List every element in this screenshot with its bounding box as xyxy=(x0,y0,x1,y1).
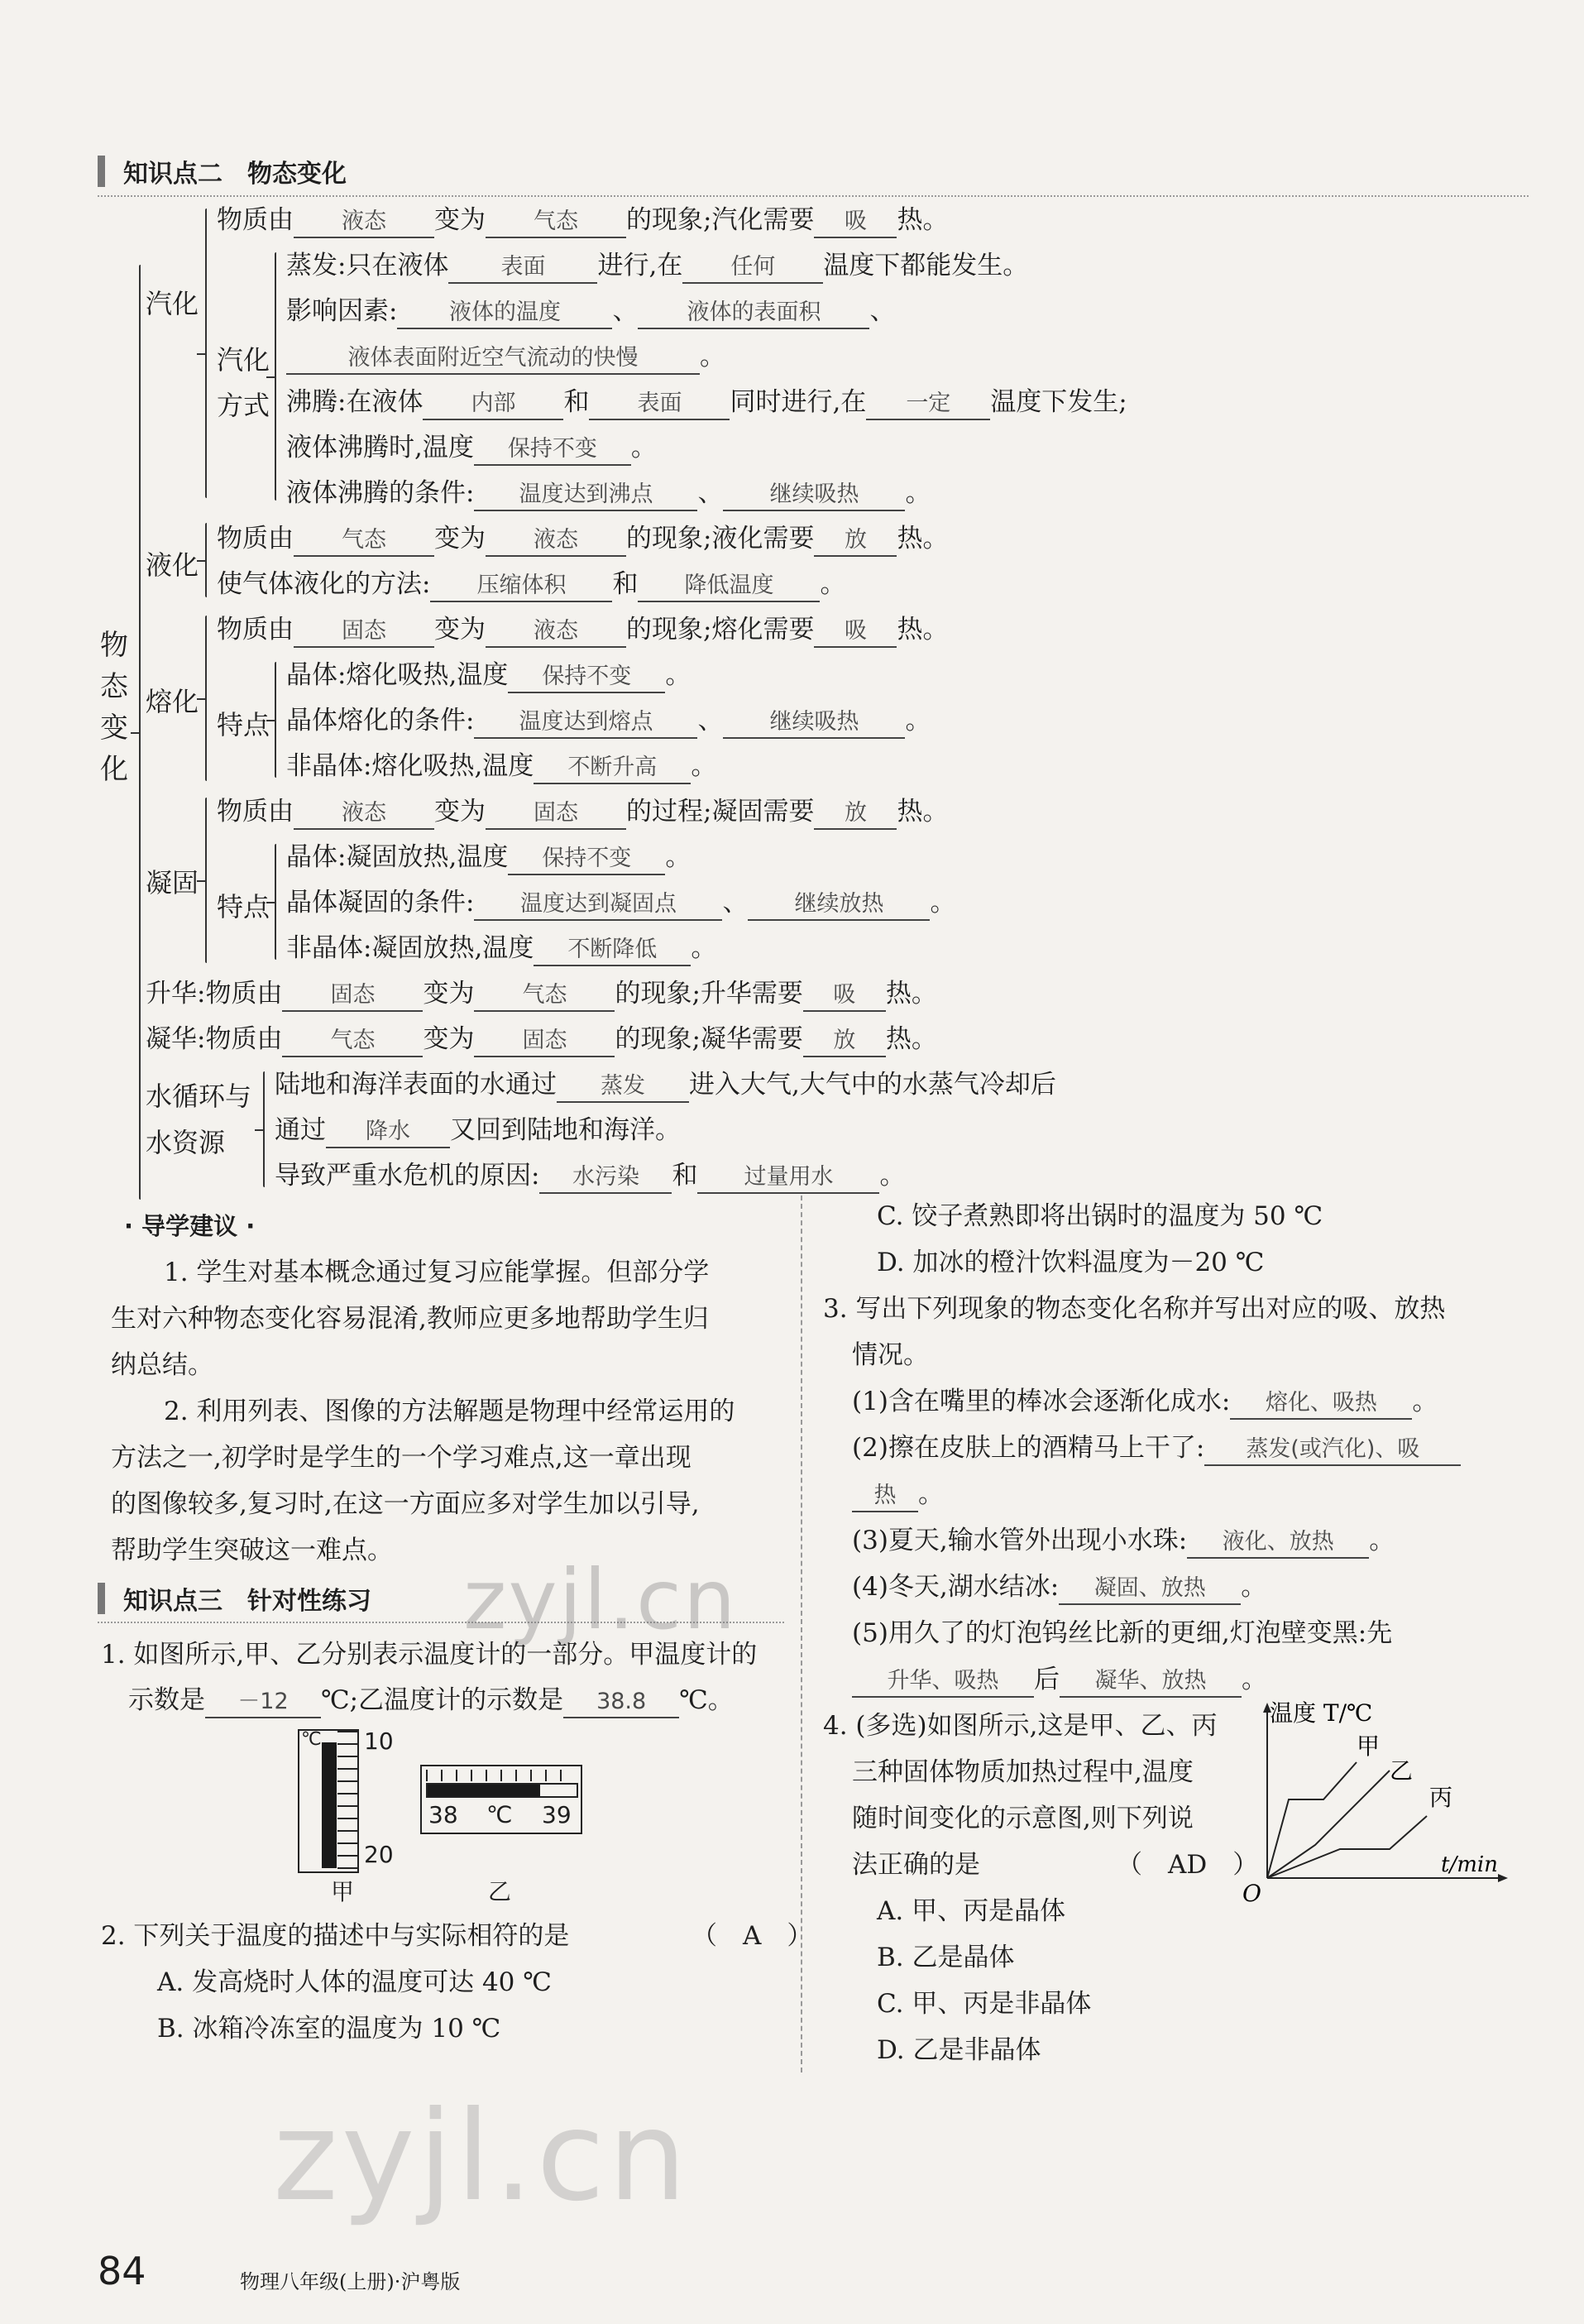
series-label-jia: 甲 xyxy=(1357,1732,1381,1760)
text: 。 xyxy=(918,1479,944,1509)
text: 沸腾:在液体 xyxy=(286,387,424,417)
boiling-line xyxy=(286,386,1127,420)
page-number: 84 xyxy=(98,2249,146,2293)
q3-item-5: (5)用久了的灯泡钨丝比新的更细,灯泡壁变黑:先 xyxy=(852,1618,1393,1648)
answer-blank: 继续吸热 xyxy=(723,480,905,511)
text: 、 xyxy=(869,296,896,326)
tube xyxy=(426,1783,578,1798)
q1-answer-line xyxy=(128,1684,734,1718)
text: 进入大气,大气中的水蒸气冷却后 xyxy=(689,1070,1056,1100)
text: 的现象;熔化需要 xyxy=(626,615,815,644)
answer-blank: 38.8 xyxy=(563,1687,679,1718)
answer-blank: 保持不变 xyxy=(474,434,631,466)
text: 、 xyxy=(612,296,639,326)
solidify-feature-label: 特点 xyxy=(217,891,270,922)
text: (1)含在嘴里的棒冰会逐渐化成水: xyxy=(852,1387,1231,1416)
text: 的现象;汽化需要 xyxy=(626,205,815,235)
boil-temp-line xyxy=(286,431,657,466)
answer-blank: 继续放热 xyxy=(748,889,930,921)
melt-feature-brace xyxy=(275,662,276,778)
water-cycle-line-2 xyxy=(275,1114,681,1148)
thermometer-jia xyxy=(298,1729,359,1873)
text: 。 xyxy=(879,1161,906,1191)
answer-blank: 液体表面附近空气流动的快慢 xyxy=(286,343,700,375)
q4-line: 4. (多选)如图所示,这是甲、乙、丙 xyxy=(823,1711,1218,1741)
melt-brace xyxy=(205,616,207,781)
guide-title: · 导学建议 · xyxy=(124,1212,256,1240)
answer-blank: 吸 xyxy=(803,980,886,1012)
section-header xyxy=(98,153,347,189)
text: 陆地和海洋表面的水通过 xyxy=(275,1070,557,1100)
q1-stem: 1. 如图所示,甲、乙分别表示温度计的一部分。甲温度计的 xyxy=(101,1640,758,1670)
answer-blank: 内部 xyxy=(423,389,563,420)
text: 物质由 xyxy=(217,797,294,827)
text: 晶体凝固的条件: xyxy=(286,888,475,918)
text: 。 xyxy=(905,706,931,736)
text: ℃;乙温度计的示数是 xyxy=(321,1685,564,1715)
answer-blank: 气态 xyxy=(474,980,615,1012)
text: 热。 xyxy=(885,1024,937,1054)
solidify-definition xyxy=(217,795,948,830)
vaporize-method-label-1: 汽化 xyxy=(217,344,270,376)
text: 物质由 xyxy=(217,524,294,553)
water-cycle-line-1 xyxy=(275,1068,1056,1103)
text: 。 xyxy=(665,660,692,690)
guide-line: 方法之一,初学时是学生的一个学习难点,这一章出现 xyxy=(111,1443,692,1473)
boil-condition-line xyxy=(286,477,931,511)
curve-yi xyxy=(1267,1771,1390,1878)
text: 变为 xyxy=(434,797,486,827)
text: 。 xyxy=(691,751,717,781)
q2-option: A. 发高烧时人体的温度可达 40 ℃ xyxy=(157,1967,552,1997)
answer-blank: 任何 xyxy=(682,252,823,284)
text: 变为 xyxy=(423,1024,475,1054)
answer-blank: 温度达到熔点 xyxy=(474,707,697,739)
answer-blank: 不断升高 xyxy=(534,753,691,784)
section3-title: 知识点三 针对性练习 xyxy=(123,1587,371,1616)
tick-label: 38 xyxy=(428,1801,458,1828)
text: 示数是 xyxy=(128,1685,205,1715)
water-brace xyxy=(263,1071,265,1187)
section-rule xyxy=(98,195,1529,197)
answer-blank: 固态 xyxy=(282,980,423,1012)
water-crisis-line xyxy=(275,1159,905,1194)
guide-line: 纳总结。 xyxy=(111,1350,213,1380)
answer-blank: 液态 xyxy=(486,616,626,648)
series-label-bing: 丙 xyxy=(1429,1784,1453,1811)
text: ℃。 xyxy=(679,1685,734,1715)
answer-blank: 降低温度 xyxy=(638,571,820,602)
section-marker xyxy=(98,156,105,187)
answer-blank: 水污染 xyxy=(539,1162,672,1194)
answer-blank: 熔化、吸热 xyxy=(1230,1388,1412,1420)
scale-ticks xyxy=(337,1731,357,1871)
method-brace xyxy=(275,252,276,501)
answer-blank: 升华、吸热 xyxy=(852,1666,1034,1698)
text: 。 xyxy=(691,933,717,963)
answer-blank: －12 xyxy=(205,1687,321,1718)
answer-blank: 固态 xyxy=(294,616,434,648)
caption-yi: 乙 xyxy=(488,1878,512,1905)
vaporize-definition xyxy=(217,204,948,238)
liquefy-definition xyxy=(217,522,948,557)
factors-line xyxy=(286,295,895,329)
text: 液体沸腾的条件: xyxy=(286,478,475,508)
answer-blank: 液体的温度 xyxy=(397,298,612,329)
text: 升华:物质由 xyxy=(146,979,283,1009)
solidify-noncrystal-line xyxy=(286,932,716,966)
water-label-2: 水资源 xyxy=(146,1127,226,1158)
text: 非晶体:熔化吸热,温度 xyxy=(286,751,534,781)
guide-line: 的图像较多,复习时,在这一方面应多对学生加以引导, xyxy=(111,1489,700,1519)
section-title: 知识点二 物态变化 xyxy=(123,160,347,189)
answer-blank: 保持不变 xyxy=(508,662,665,693)
thermometer-yi xyxy=(420,1765,582,1834)
answer-blank: 放 xyxy=(814,525,897,557)
text: 变为 xyxy=(434,524,486,553)
guide-line: 2. 利用列表、图像的方法解题是物理中经常运用的 xyxy=(164,1397,735,1426)
text: 。 xyxy=(1369,1526,1395,1555)
text: 变为 xyxy=(423,979,475,1009)
text: 晶体:熔化吸热,温度 xyxy=(286,660,509,690)
q3-item-1 xyxy=(852,1385,1438,1420)
answer-blank: 固态 xyxy=(474,1026,615,1057)
answer-blank: 凝华、放热 xyxy=(1060,1666,1242,1698)
text: 后 xyxy=(1034,1665,1060,1694)
deposition-line xyxy=(146,1023,937,1057)
text: 进行,在 xyxy=(597,251,683,280)
answer-blank: 液化、放热 xyxy=(1187,1527,1369,1559)
text: 热。 xyxy=(897,615,949,644)
answer-blank: 温度达到凝固点 xyxy=(474,889,722,921)
factors-line-2 xyxy=(286,340,725,375)
text: 使气体液化的方法: xyxy=(217,569,431,599)
evaporation-line xyxy=(286,249,1028,284)
text: 热。 xyxy=(885,979,937,1009)
text: (3)夏天,输水管外出现小水珠: xyxy=(852,1526,1188,1555)
text: 的现象;升华需要 xyxy=(615,979,803,1009)
text: 导致严重水危机的原因: xyxy=(275,1161,540,1191)
melt-feature-label: 特点 xyxy=(217,709,270,740)
text: 。 xyxy=(630,433,657,462)
answer-blank: 蒸发(或汽化)、吸 xyxy=(1204,1435,1461,1466)
answer-blank: 保持不变 xyxy=(508,844,665,875)
text: 温度下发生; xyxy=(990,387,1127,417)
section-marker xyxy=(98,1583,105,1614)
thermo-jia-bottom: 20 xyxy=(364,1841,394,1868)
guide-paragraph-1 xyxy=(111,1249,735,1574)
text: 。 xyxy=(1412,1387,1438,1416)
section3-header xyxy=(98,1580,371,1617)
q2-option: C. 饺子煮熟即将出锅时的温度为 50 ℃ xyxy=(877,1201,1323,1231)
tick-label: 39 xyxy=(542,1801,572,1828)
q3-stem-2: 情况。 xyxy=(852,1340,929,1370)
q2-stem: 2. 下列关于温度的描述中与实际相符的是 xyxy=(101,1921,570,1951)
guide-line: 1. 学生对基本概念通过复习应能掌握。但部分学 xyxy=(164,1258,710,1287)
solidify-label: 凝固 xyxy=(146,867,199,898)
text: 同时进行,在 xyxy=(730,387,867,417)
guide-line: 生对六种物态变化容易混淆,教师应更多地帮助学生归 xyxy=(111,1304,709,1334)
unit-label: ℃ xyxy=(301,1729,322,1750)
answer-blank: 压缩体积 xyxy=(430,571,612,602)
text: 通过 xyxy=(275,1115,326,1145)
q3-item-4 xyxy=(852,1570,1266,1605)
answer-blank: 热 xyxy=(852,1481,918,1512)
liquefy-methods xyxy=(217,568,845,602)
q3-item-2-cont xyxy=(852,1478,944,1512)
q4-line: 三种固体物质加热过程中,温度 xyxy=(852,1757,1194,1787)
text: 。 xyxy=(930,888,956,918)
text: 非晶体:凝固放热,温度 xyxy=(286,933,534,963)
answer-blank: 不断降低 xyxy=(534,935,691,966)
answer-blank: 温度达到沸点 xyxy=(474,480,697,511)
answer-blank: 过量用水 xyxy=(697,1162,879,1194)
text: 。 xyxy=(820,569,846,599)
thermo-jia-top: 10 xyxy=(364,1727,394,1755)
text: 影响因素: xyxy=(286,296,398,326)
answer-blank: 降水 xyxy=(326,1117,450,1148)
water-label-1: 水循环与 xyxy=(146,1081,252,1112)
answer-blank: 液体的表面积 xyxy=(638,298,869,329)
answer-blank: 放 xyxy=(803,1026,886,1057)
q4-option: D. 乙是非晶体 xyxy=(877,2035,1041,2065)
answer-blank: 固态 xyxy=(486,798,626,830)
liquefy-brace xyxy=(205,523,207,597)
text: 物质由 xyxy=(217,615,294,644)
text: 凝华:物质由 xyxy=(146,1024,283,1054)
text: 又回到陆地和海洋。 xyxy=(450,1115,681,1145)
text: 、 xyxy=(722,888,749,918)
answer-blank: 气态 xyxy=(294,525,434,557)
q3-item-3 xyxy=(852,1524,1395,1559)
watermark: zyjl.cn xyxy=(463,1551,738,1648)
q4-answer: （ AD ） xyxy=(1117,1850,1259,1880)
text: 的现象;凝华需要 xyxy=(615,1024,803,1054)
text: 。 xyxy=(1242,1665,1267,1694)
liquefy-label: 液化 xyxy=(146,549,199,581)
text: 。 xyxy=(665,842,692,872)
text: 晶体:凝固放热,温度 xyxy=(286,842,509,872)
answer-blank: 吸 xyxy=(814,207,897,238)
text: 的过程;凝固需要 xyxy=(626,797,815,827)
q4-option: A. 甲、丙是晶体 xyxy=(877,1896,1066,1926)
origin-label: O xyxy=(1242,1880,1261,1903)
vaporize-method-label-2: 方式 xyxy=(217,390,270,421)
text: (2)擦在皮肤上的酒精马上干了: xyxy=(852,1433,1205,1463)
answer-blank: 气态 xyxy=(282,1026,423,1057)
text: 和 xyxy=(672,1161,698,1191)
text: 和 xyxy=(563,387,590,417)
solidify-brace xyxy=(205,798,207,963)
series-label-yi: 乙 xyxy=(1390,1757,1414,1785)
q2-option: D. 加冰的橙汁饮料温度为－20 ℃ xyxy=(877,1248,1265,1277)
text: 蒸发:只在液体 xyxy=(286,251,449,280)
melt-definition xyxy=(217,613,948,648)
text: 。 xyxy=(1241,1572,1267,1602)
q2-option: B. 冰箱冷冻室的温度为 10 ℃ xyxy=(157,2014,501,2044)
y-axis-label: 温度 T/℃ xyxy=(1270,1699,1373,1727)
x-axis-label: t/min xyxy=(1441,1852,1498,1877)
answer-blank: 蒸发 xyxy=(557,1071,689,1103)
main-brace xyxy=(139,265,141,1200)
text: 温度下都能发生。 xyxy=(823,251,1029,280)
text: 热。 xyxy=(897,524,949,553)
answer-blank: 气态 xyxy=(486,207,626,238)
guide-line: 帮助学生突破这一难点。 xyxy=(111,1536,393,1565)
temperature-time-graph xyxy=(1224,1696,1514,1903)
mercury-column xyxy=(322,1742,337,1868)
text: 晶体熔化的条件: xyxy=(286,706,475,736)
root-label: 物态变化 xyxy=(100,629,128,786)
text: 物质由 xyxy=(217,205,294,235)
sublimation-line xyxy=(146,977,937,1012)
text: 、 xyxy=(697,706,724,736)
q2-answer: （ A ） xyxy=(692,1921,813,1951)
text: 。 xyxy=(905,478,931,508)
mercury-column xyxy=(428,1785,540,1796)
answer-blank: 液态 xyxy=(294,798,434,830)
curve-bing xyxy=(1267,1816,1427,1878)
text: 变为 xyxy=(434,615,486,644)
unit-label: ℃ xyxy=(486,1801,513,1828)
text: 、 xyxy=(697,478,724,508)
q3-item-5-answers xyxy=(852,1663,1267,1698)
caption-jia: 甲 xyxy=(331,1878,355,1905)
melt-label: 熔化 xyxy=(146,686,199,717)
solidify-feature-brace xyxy=(275,844,276,960)
q4-line: 法正确的是 xyxy=(852,1850,980,1880)
q3-stem: 3. 写出下列现象的物态变化名称并写出对应的吸、放热 xyxy=(823,1294,1446,1324)
melt-condition-line xyxy=(286,704,931,739)
text: 变为 xyxy=(434,205,486,235)
melt-noncrystal-line xyxy=(286,750,716,784)
vaporize-brace xyxy=(205,208,207,498)
q4-line: 随时间变化的示意图,则下列说 xyxy=(852,1804,1194,1833)
text: 。 xyxy=(700,342,725,371)
solidify-crystal-line xyxy=(286,841,691,875)
answer-blank: 继续吸热 xyxy=(723,707,905,739)
melt-crystal-line xyxy=(286,659,691,693)
text: 液体沸腾时,温度 xyxy=(286,433,474,462)
book-title: 物理八年级(上册)·沪粤版 xyxy=(240,2270,461,2293)
q3-item-2 xyxy=(852,1431,1461,1466)
answer-blank: 液态 xyxy=(294,207,434,238)
answer-blank: 吸 xyxy=(814,616,897,648)
answer-blank: 放 xyxy=(814,798,897,830)
answer-blank: 一定 xyxy=(866,389,990,420)
scale-ticks xyxy=(426,1770,575,1781)
q4-option: C. 甲、丙是非晶体 xyxy=(877,1989,1092,2019)
q4-option: B. 乙是晶体 xyxy=(877,1943,1015,1972)
answer-blank: 表面 xyxy=(589,389,730,420)
watermark: zyjl.cn xyxy=(273,2085,691,2229)
answer-blank: 液态 xyxy=(486,525,626,557)
vaporize-label: 汽化 xyxy=(146,288,199,319)
text: 热。 xyxy=(897,205,949,235)
answer-blank: 表面 xyxy=(448,252,597,284)
text: 的现象;液化需要 xyxy=(626,524,815,553)
x-axis-arrow xyxy=(1498,1874,1508,1882)
answer-blank: 凝固、放热 xyxy=(1059,1574,1241,1605)
text: (4)冬天,湖水结冰: xyxy=(852,1572,1060,1602)
text: 和 xyxy=(612,569,639,599)
text: 热。 xyxy=(897,797,949,827)
solidify-condition-line xyxy=(286,886,955,921)
